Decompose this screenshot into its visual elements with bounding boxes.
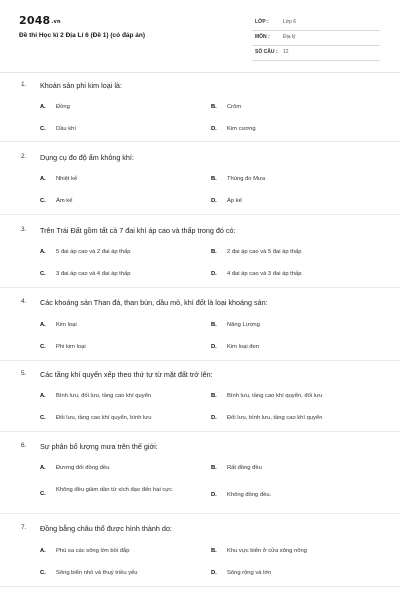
meta-value: 12	[283, 49, 289, 55]
document-title: Đề thi Học kì 2 Địa Lí 6 (Đề 1) (có đáp án)	[19, 32, 146, 39]
question-separator	[0, 513, 400, 514]
option-letter: D.	[211, 492, 217, 498]
option-text: Rất đồng đều	[227, 465, 262, 471]
meta-value: Địa lý	[283, 34, 296, 40]
option-text: Không đều giảm dần từ xích đạo đến hai cực	[56, 487, 173, 493]
question-text: Dụng cụ đo độ ẩm không khí:	[40, 153, 134, 162]
question-number: 4.	[21, 298, 27, 305]
option-letter: B.	[211, 465, 217, 471]
option-text: 5 đai áp cao và 2 đai áp thấp	[56, 249, 131, 255]
option-letter: C.	[40, 198, 46, 204]
option-letter: A.	[40, 393, 46, 399]
meta-row-grade	[252, 16, 380, 31]
question-separator	[0, 586, 400, 587]
option-letter: B.	[211, 393, 217, 399]
page-header	[0, 0, 400, 70]
site-logo[interactable]: 2048.vn	[19, 14, 61, 27]
option-text: Phù sa các sông lớn bồi đắp	[56, 548, 130, 554]
option-text: 2 đai áp cao và 5 đai áp thấp	[227, 249, 302, 255]
option-letter: C.	[40, 491, 46, 497]
option-text: Kim cương	[227, 126, 256, 132]
option-letter: C.	[40, 126, 46, 132]
option-text: Đối lưu, tầng cao khí quyển, bình lưu	[56, 415, 152, 421]
meta-row-subject	[252, 31, 380, 46]
option-text: Crôm	[227, 104, 242, 110]
question-number: 2.	[21, 153, 27, 160]
option-text: Sông biển nhỏ và thuỷ triều yếu	[56, 570, 138, 576]
option-text: Nhiệt kế	[56, 176, 78, 182]
option-text: Sông rộng và lớn	[227, 570, 272, 576]
option-text: Bình lưu, đối lưu, tầng cao khí quyển	[56, 393, 152, 399]
question-number: 6.	[21, 442, 27, 449]
option-text: Kim loại đen	[227, 344, 259, 350]
option-letter: C.	[40, 570, 46, 576]
meta-label: LỚP :	[255, 19, 269, 25]
option-text: 3 đai áp cao và 4 đai áp thấp	[56, 271, 131, 277]
option-letter: A.	[40, 322, 46, 328]
option-letter: D.	[211, 126, 217, 132]
option-letter: B.	[211, 548, 217, 554]
question-text: Đồng bằng châu thổ được hình thành do:	[40, 524, 172, 533]
option-text: Dầu khí	[56, 126, 76, 132]
question-separator	[0, 214, 400, 215]
option-text: Thùng đo Mưa	[227, 176, 266, 182]
option-letter: A.	[40, 104, 46, 110]
exam-info-table	[252, 16, 380, 61]
option-letter: B.	[211, 104, 217, 110]
meta-label: MÔN :	[255, 34, 270, 40]
meta-value: Lớp 6	[283, 19, 297, 25]
question-number: 5.	[21, 370, 27, 377]
meta-row-question-count	[252, 46, 380, 61]
question-text: Khoản sản phi kim loại là:	[40, 81, 122, 90]
question-text: Trên Trái Đất gồm tất cả 7 đai khí áp cao và thấp trong đó có:	[40, 226, 236, 235]
option-letter: C.	[40, 344, 46, 350]
option-letter: D.	[211, 271, 217, 277]
question-separator	[0, 360, 400, 361]
question-number: 3.	[21, 226, 27, 233]
option-letter: A.	[40, 548, 46, 554]
option-letter: C.	[40, 271, 46, 277]
option-text: Không đồng đều.	[227, 492, 272, 498]
option-letter: D.	[211, 198, 217, 204]
option-text: Đương đối đồng đều	[56, 465, 110, 471]
question-separator	[0, 287, 400, 288]
option-letter: D.	[211, 415, 217, 421]
meta-label: SỐ CÂU :	[255, 49, 278, 55]
option-text: 4 đai áp cao và 3 đai áp thấp	[227, 271, 302, 277]
option-letter: A.	[40, 249, 46, 255]
option-letter: B.	[211, 176, 217, 182]
option-text: Ẩm kế	[56, 198, 73, 204]
question-number: 7.	[21, 524, 27, 531]
question-separator	[0, 431, 400, 432]
question-number: 1.	[21, 81, 27, 88]
option-text: Kim loại	[56, 322, 77, 328]
option-text: Khu vực biển ở cửa sông nông	[227, 548, 307, 554]
option-letter: D.	[211, 344, 217, 350]
option-text: Áp kế	[227, 198, 242, 204]
option-letter: A.	[40, 465, 46, 471]
option-text: Bình lưu, tầng cao khí quyển, đối lưu	[227, 393, 323, 399]
option-letter: B.	[211, 322, 217, 328]
option-letter: C.	[40, 415, 46, 421]
question-separator	[0, 141, 400, 142]
option-letter: B.	[211, 249, 217, 255]
option-letter: D.	[211, 570, 217, 576]
option-text: Đối lưu, bình lưu, tầng cao khí quyển	[227, 415, 323, 421]
option-text: Năng Lượng	[227, 322, 260, 328]
question-text: Sự phân bố lượng mưa trên thế giới:	[40, 442, 158, 451]
question-text: Các khoáng sản Than đá, than bùn, dầu mỏ, khí đốt là loại khoáng sản:	[40, 298, 268, 307]
header-divider	[0, 72, 400, 73]
option-text: Đồng	[56, 104, 70, 110]
question-text: Các tầng khí quyển xếp theo thứ tự từ mặt đất trở lên:	[40, 370, 213, 379]
option-letter: A.	[40, 176, 46, 182]
option-text: Phi kim loại	[56, 344, 86, 350]
